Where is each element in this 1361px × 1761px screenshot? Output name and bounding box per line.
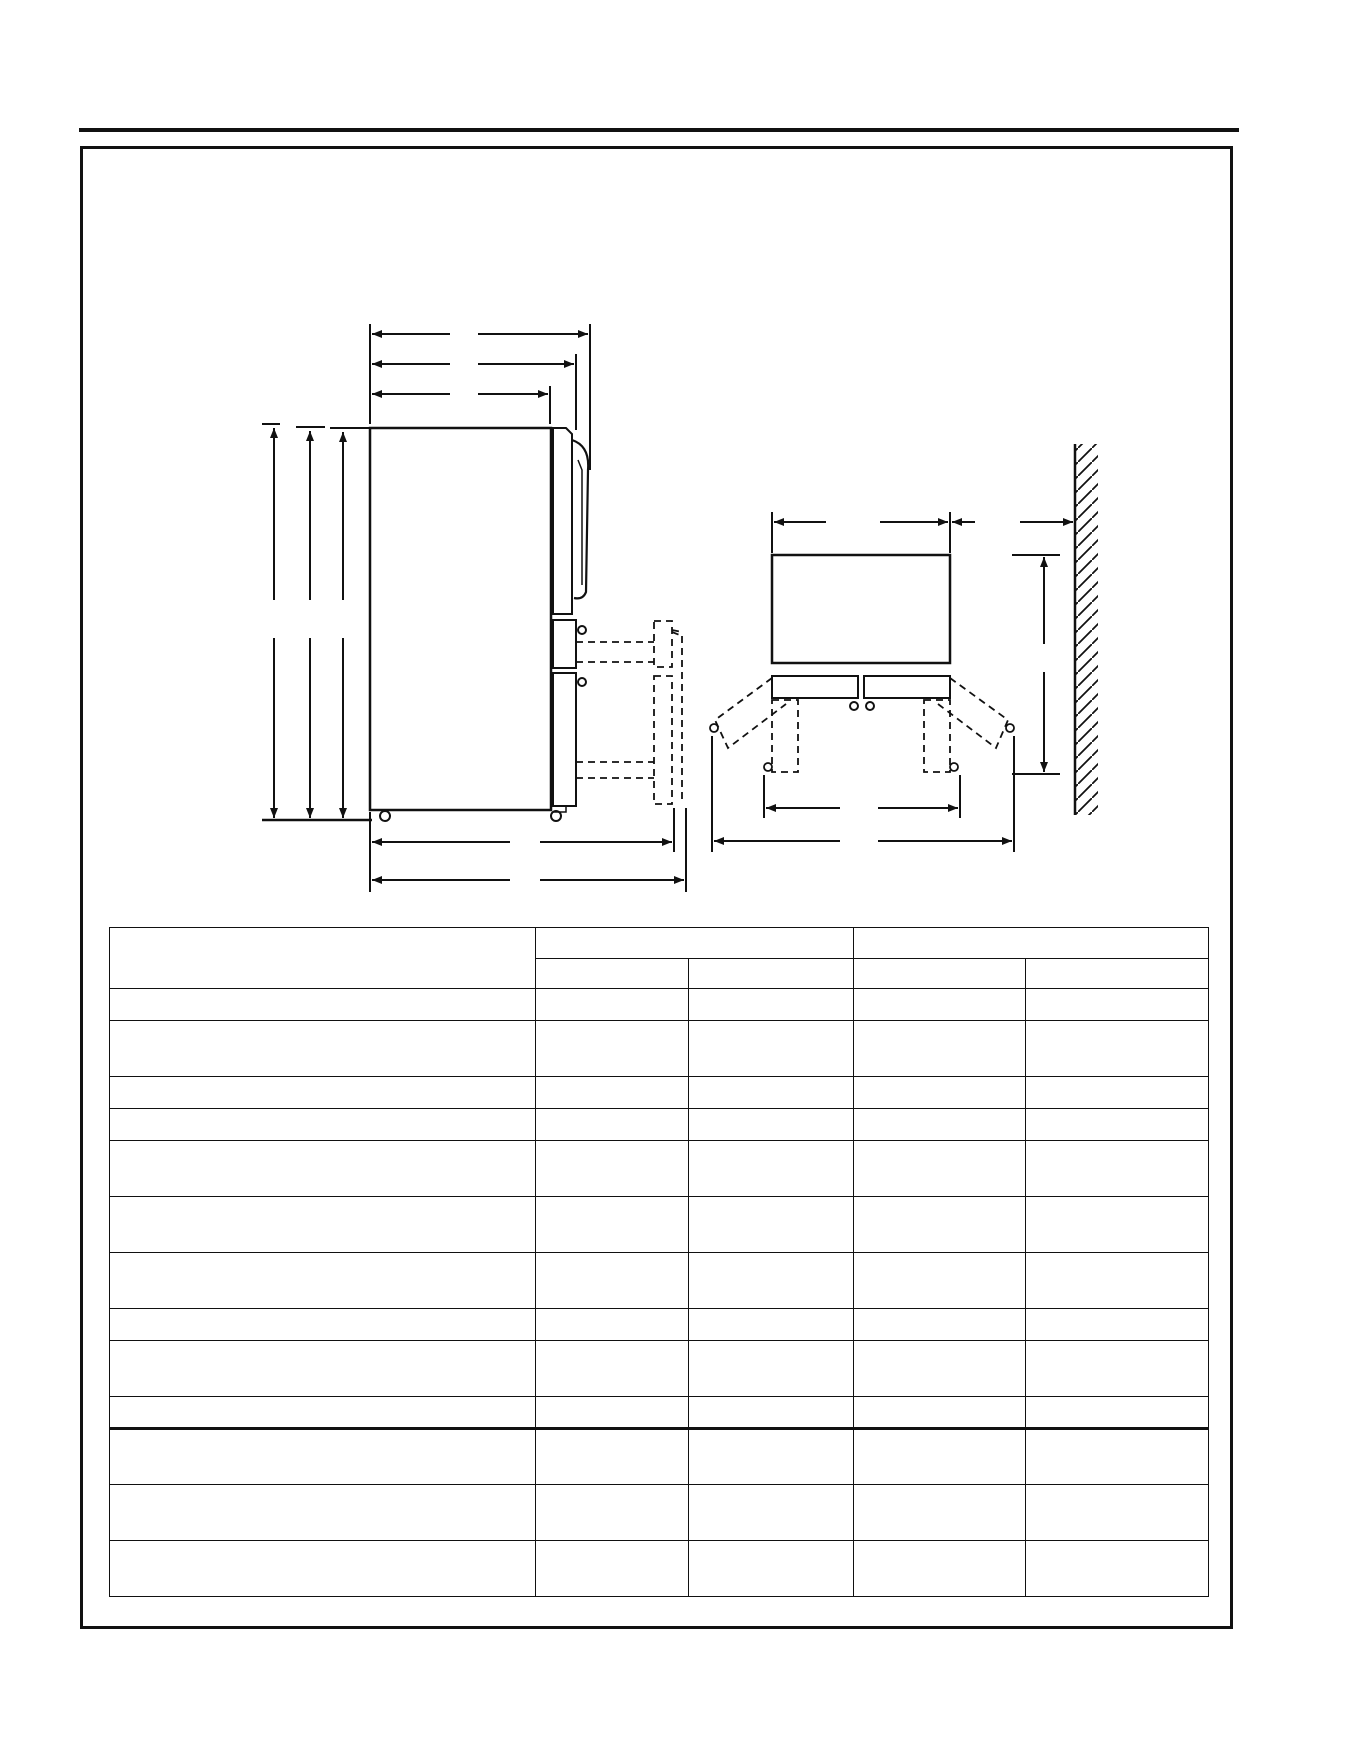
table-cell (1026, 1429, 1209, 1485)
table-row (110, 1485, 1209, 1541)
row-label (110, 1485, 536, 1541)
table-cell (536, 1309, 689, 1341)
row-label (110, 1141, 536, 1197)
rear-foot (380, 811, 390, 821)
right-door-closed (864, 676, 950, 698)
table-cell (689, 1253, 854, 1309)
table-row (110, 1309, 1209, 1341)
table-cell (1026, 1309, 1209, 1341)
table-cell (854, 1253, 1026, 1309)
table-row (110, 1197, 1209, 1253)
table-cell (1026, 1109, 1209, 1141)
table-cell (854, 1109, 1026, 1141)
table-cell (689, 1021, 854, 1077)
door-swing-outline (715, 678, 1008, 772)
table-cell (689, 989, 854, 1021)
table-cell (689, 1429, 854, 1485)
row-label (110, 1021, 536, 1077)
upper-door (553, 428, 572, 614)
table-row (110, 1141, 1209, 1197)
table-cell (1026, 1197, 1209, 1253)
sub-header-4 (1026, 959, 1209, 989)
table-cell (854, 1485, 1026, 1541)
middle-drawer (553, 620, 576, 668)
sub-header-3 (854, 959, 1026, 989)
lower-drawer (553, 673, 576, 806)
table-cell (536, 1429, 689, 1485)
table-row (110, 1021, 1209, 1077)
table-cell (854, 1309, 1026, 1341)
table-cell (536, 1077, 689, 1109)
table-cell (689, 1309, 854, 1341)
row-label (110, 1541, 536, 1597)
table-row (110, 1077, 1209, 1109)
table-cell (536, 1341, 689, 1397)
table-cell (854, 1429, 1026, 1485)
table-cell (1026, 1485, 1209, 1541)
height-dimensions (262, 424, 372, 820)
table-row (110, 1397, 1209, 1429)
table-cell (536, 989, 689, 1021)
table-cell (1026, 1541, 1209, 1597)
table-cell (854, 1021, 1026, 1077)
table-cell (1026, 1141, 1209, 1197)
row-label (110, 1341, 536, 1397)
table-cell (854, 1141, 1026, 1197)
table-cell (854, 1077, 1026, 1109)
table-cell (1026, 1253, 1209, 1309)
header-group-2 (854, 928, 1209, 959)
top-view-cabinet (772, 555, 950, 663)
table-row (110, 1253, 1209, 1309)
table-cell (1026, 1341, 1209, 1397)
table-cell (1026, 1397, 1209, 1429)
table-cell (854, 1341, 1026, 1397)
row-label (110, 1397, 536, 1429)
table-cell (689, 1341, 854, 1397)
table-cell (536, 1021, 689, 1077)
table-cell (536, 1397, 689, 1429)
table-cell (536, 1485, 689, 1541)
sub-header-2 (689, 959, 854, 989)
table-row (110, 1341, 1209, 1397)
top-view (772, 555, 950, 710)
table-row (110, 989, 1209, 1021)
table-cell (689, 1077, 854, 1109)
table-cell (854, 1541, 1026, 1597)
table-row (110, 1541, 1209, 1597)
side-view (370, 428, 588, 821)
table-cell (536, 1541, 689, 1597)
row-label (110, 1109, 536, 1141)
table-cell (854, 1197, 1026, 1253)
table-cell (854, 1397, 1026, 1429)
sub-header-1 (536, 959, 689, 989)
cabinet-body (370, 428, 551, 810)
row-label (110, 1253, 536, 1309)
table-cell (689, 1197, 854, 1253)
row-label (110, 989, 536, 1021)
table-cell (1026, 1021, 1209, 1077)
top-view-dimensions (712, 512, 1073, 852)
header-group-1 (536, 928, 854, 959)
table-row (110, 1429, 1209, 1485)
table-row (110, 1109, 1209, 1141)
drawer-open-outline (576, 621, 682, 804)
table-cell (1026, 989, 1209, 1021)
table-cell (536, 1109, 689, 1141)
table-cell (536, 1141, 689, 1197)
table-cell (689, 1397, 854, 1429)
table-cell (854, 989, 1026, 1021)
table-cell (689, 1109, 854, 1141)
table-cell (689, 1541, 854, 1597)
row-label (110, 1429, 536, 1485)
row-label (110, 1077, 536, 1109)
left-door-closed (772, 676, 858, 698)
row-label (110, 1309, 536, 1341)
dimensions-table (109, 927, 1209, 1597)
table-corner-header (110, 928, 536, 989)
table-cell (689, 1485, 854, 1541)
table-cell (1026, 1077, 1209, 1109)
depth-dimensions-top (370, 324, 590, 470)
table-cell (536, 1197, 689, 1253)
table-cell (689, 1141, 854, 1197)
table-body (110, 989, 1209, 1597)
table-cell (536, 1253, 689, 1309)
wall (1075, 444, 1098, 815)
row-label (110, 1197, 536, 1253)
depth-dimensions-bottom (370, 808, 686, 892)
